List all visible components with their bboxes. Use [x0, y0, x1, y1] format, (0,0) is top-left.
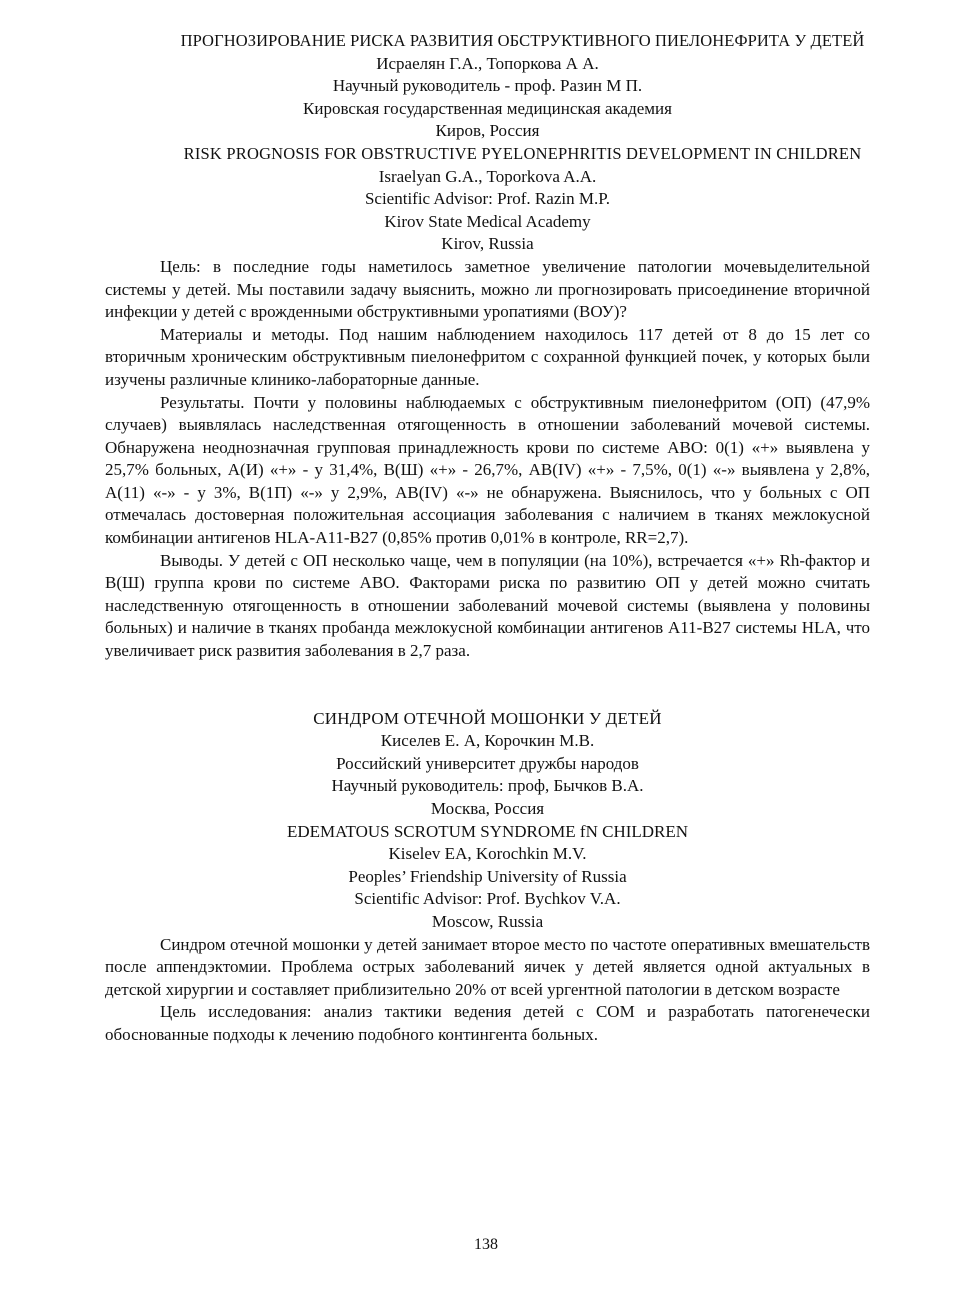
- document-page: [105, 30, 870, 1047]
- article-2-title-en: EDEMATOUS SCROTUM SYNDROME fN CHILDREN: [286, 821, 689, 841]
- article-1-title-ru: ПРОГНОЗИРОВАНИЕ РИСКА РАЗВИТИЯ ОБСТРУКТИВНОГО ПИЕЛОНЕФРИТА У ДЕТЕЙ: [180, 31, 865, 50]
- article-2-paragraph-aim: Цель исследования: анализ тактики ведения детей с СОМ и разработать патогенечески обоснованные подходы к лечению подобного контингента больных.: [105, 1002, 870, 1044]
- article-2-advisor-ru: Научный руководитель: проф, Бычков В.А.: [331, 776, 644, 796]
- article-1-institution-ru: Кировская государственная медицинская академия: [303, 98, 672, 118]
- article-1-paragraph-methods: Материалы и методы. Под нашим наблюдением находилось 117 детей от 8 до 15 лет со вторичным хроническим обструктивным пиелонефритом с сохранной функцией почек, у которых были изучены различные клинико-лабораторные данные.: [105, 324, 870, 389]
- article-2-advisor-en: Scientific Advisor: Prof. Bychkov V.A.: [354, 889, 621, 909]
- article-2-city-en: Moscow, Russia: [431, 911, 544, 931]
- article-1-city-en: Kirov, Russia: [441, 234, 534, 254]
- article-1: [105, 30, 870, 663]
- article-1-advisor-ru: Научный руководитель - проф. Разин М П.: [332, 76, 643, 96]
- article-2-title-ru: СИНДРОМ ОТЕЧНОЙ МОШОНКИ У ДЕТЕЙ: [313, 708, 662, 728]
- article-2-authors-en: Kiselev EA, Korochkin M.V.: [388, 844, 587, 864]
- article-2: [105, 708, 870, 1047]
- article-2-authors-ru: Киселев Е. А, Корочкин М.В.: [380, 731, 595, 751]
- article-2-city-ru: Москва, Россия: [430, 799, 545, 818]
- page-number: 138: [474, 1236, 498, 1253]
- article-1-paragraph-aim: Цель: в последние годы наметилось заметное увеличение патологии мочевыделительной системы у детей. Мы поставили задачу выяснить, можно ли прогнозировать присоединение вторичной инфекции у детей с врожденными обструктивными уропатиями (ВОУ)?: [105, 256, 870, 322]
- article-1-advisor-en: Scientific Advisor: Prof. Razin M.P.: [364, 189, 611, 209]
- article-1-authors-ru: Исраелян Г.А., Топоркова А А.: [376, 53, 599, 73]
- article-1-authors-en: Israelyan G.A., Toporkova A.A.: [378, 166, 597, 186]
- article-1-paragraph-conclusions: Выводы. У детей с ОП несколько чаще, чем в популяции (на 10%), встречается «+» Rh-фактор и В(Ш) группа крови по системе АВО. Факторами риска по развитию ОП у детей можно считать наследственную отягощенность в отношении заболеваний мочевой системы (выявлена у половины больных) и наличие в тканях пробанда межлокусной комбинации антигенов А11-В27 системы HLA, что увеличивает риск развития заболевания в 2,7 раза.: [105, 550, 870, 661]
- article-2-paragraph-intro: Синдром отечной мошонки у детей занимает второе место по частоте оперативных вмешательств после аппендэктомии. Проблема острых заболеваний яичек у детей является одной актуальных в детской хирургии и составляет приблизительно 20% от всей ургентной патологии в детском возрасте: [105, 934, 870, 999]
- article-1-title-en: RISK PROGNOSIS FOR OBSTRUCTIVE PYELONEPHRITIS DEVELOPMENT IN CHILDREN: [183, 143, 862, 163]
- article-1-institution-en: Kirov State Medical Academy: [384, 211, 591, 231]
- article-2-institution-ru: Российский университет дружбы народов: [336, 753, 639, 773]
- article-1-paragraph-results: Результаты. Почти у половины наблюдаемых с обструктивным пиелонефритом (ОП) (47,9% случаев) выявлялась наследственная отягощенность в отношении заболеваний мочевой системы. Обнаружена неоднозначная групповая принадлежность крови по системе АВО: 0(1) «+» выявлена у 25,7% больных, А(И) «+» - у 31,4%, В(Ш) «+» - 26,7%, АВ(IV) «+» - 7,5%, 0(1) «-» выявлена у 2,8%, А(11) «-» - у 3%, В(1П) «-» у 2,9%, АВ(IV) «-» не обнаружена. Выяснилось, что у больных с ОП отмечалась достоверная положительная ассоциация заболевания с наличием в тканях межлокусной комбинации антигенов HLA-A11-B27 (0,85% против 0,01% в контроле, RR=2,7).: [105, 392, 870, 548]
- section-spacer: [105, 663, 870, 708]
- article-2-institution-en: Peoples’ Friendship University of Russia: [348, 866, 627, 886]
- article-1-city-ru: Киров, Россия: [435, 121, 540, 141]
